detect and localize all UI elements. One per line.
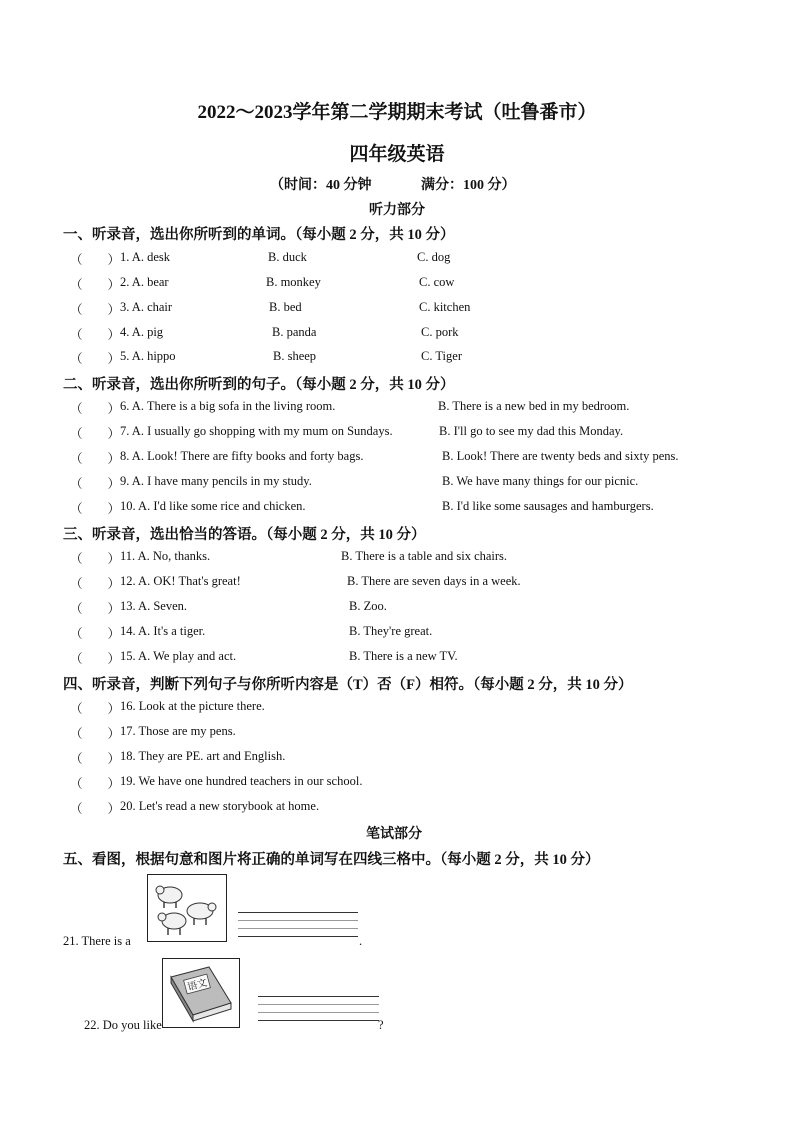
exam-score: 满分：100 分） bbox=[421, 178, 516, 193]
exam-time: （时间：40 分钟 bbox=[270, 178, 372, 193]
book-picture bbox=[162, 958, 240, 1028]
option-a: 1. A. desk bbox=[120, 250, 170, 264]
statement: 16. Look at the picture there. bbox=[120, 699, 265, 713]
section-1-heading: 一、听录音，选出你所听到的单词。（每小题 2 分，共 10 分） bbox=[63, 227, 455, 243]
option-a: 2. A. bear bbox=[120, 275, 169, 289]
option-b: B. We have many things for our picnic. bbox=[442, 474, 639, 488]
question-row bbox=[0, 250, 794, 270]
question-row bbox=[0, 549, 794, 569]
answer-bracket[interactable]: （ ） bbox=[70, 452, 121, 466]
option-a: 15. A. We play and act. bbox=[120, 649, 237, 663]
question-row bbox=[0, 474, 794, 494]
question-row bbox=[0, 649, 794, 669]
option-b: B. duck bbox=[268, 250, 307, 264]
option-a: 4. A. pig bbox=[120, 325, 164, 339]
option-c: C. Tiger bbox=[421, 349, 462, 363]
exam-subtitle: 四年级英语 bbox=[349, 144, 445, 165]
option-b: B. They're great. bbox=[349, 624, 433, 638]
answer-bracket[interactable]: （ ） bbox=[70, 752, 121, 766]
option-b: B. sheep bbox=[273, 349, 317, 363]
question-row bbox=[0, 449, 794, 469]
question-row bbox=[0, 749, 794, 769]
answer-bracket[interactable]: （ ） bbox=[70, 303, 121, 317]
option-c: C. dog bbox=[417, 250, 451, 264]
answer-bracket[interactable]: （ ） bbox=[70, 502, 121, 516]
answer-bracket[interactable]: （ ） bbox=[70, 727, 121, 741]
answer-bracket[interactable]: （ ） bbox=[70, 402, 121, 416]
option-c: C. kitchen bbox=[419, 300, 471, 314]
question-row bbox=[0, 724, 794, 744]
question-22: 22. Do you like bbox=[84, 1018, 162, 1032]
question-row bbox=[0, 774, 794, 794]
section-4-heading: 四、听录音，判断下列句子与你所听内容是（T）否（F）相符。（每小题 2 分，共 10 分） bbox=[63, 677, 633, 693]
answer-bracket[interactable]: （ ） bbox=[70, 702, 121, 716]
book-icon bbox=[163, 959, 239, 1027]
answer-bracket[interactable]: （ ） bbox=[70, 427, 121, 441]
answer-bracket[interactable]: （ ） bbox=[70, 352, 121, 366]
question-row bbox=[0, 424, 794, 444]
question-row bbox=[0, 624, 794, 644]
sheep-icon bbox=[148, 875, 226, 941]
answer-bracket[interactable]: （ ） bbox=[70, 777, 121, 791]
option-a: 8. A. Look! There are fifty books and forty bags. bbox=[120, 449, 364, 463]
question-22-end: ? bbox=[378, 1018, 384, 1032]
section-5-heading: 五、看图，根据句意和图片将正确的单词写在四线三格中。（每小题 2 分，共 10 分） bbox=[63, 852, 600, 868]
option-a: 7. A. I usually go shopping with my mum on Sundays. bbox=[120, 424, 393, 438]
option-a: 6. A. There is a big sofa in the living room. bbox=[120, 399, 336, 413]
question-row bbox=[0, 325, 794, 345]
section-3-heading: 三、听录音，选出恰当的答语。（每小题 2 分，共 10 分） bbox=[63, 527, 426, 543]
question-row bbox=[0, 574, 794, 594]
statement: 17. Those are my pens. bbox=[120, 724, 236, 738]
writing-lines-22[interactable] bbox=[258, 996, 379, 1028]
option-b: B. Look! There are twenty beds and sixty pens. bbox=[442, 449, 679, 463]
question-row bbox=[0, 699, 794, 719]
statement: 20. Let's read a new storybook at home. bbox=[120, 799, 320, 813]
option-b: B. There are seven days in a week. bbox=[347, 574, 521, 588]
question-row bbox=[0, 599, 794, 619]
answer-bracket[interactable]: （ ） bbox=[70, 627, 121, 641]
question-row bbox=[0, 499, 794, 519]
statement: 19. We have one hundred teachers in our school. bbox=[120, 774, 363, 788]
option-a: 11. A. No, thanks. bbox=[120, 549, 211, 563]
option-a: 12. A. OK! That's great! bbox=[120, 574, 241, 588]
answer-bracket[interactable]: （ ） bbox=[70, 552, 121, 566]
question-21: 21. There is a bbox=[63, 934, 131, 948]
answer-bracket[interactable]: （ ） bbox=[70, 652, 121, 666]
option-b: B. Zoo. bbox=[349, 599, 387, 613]
option-b: B. I'll go to see my dad this Monday. bbox=[439, 424, 624, 438]
option-b: B. bed bbox=[269, 300, 302, 314]
option-a: 3. A. chair bbox=[120, 300, 173, 314]
answer-bracket[interactable]: （ ） bbox=[70, 602, 121, 616]
answer-bracket[interactable]: （ ） bbox=[70, 328, 121, 342]
section-2-heading: 二、听录音，选出你所听到的句子。（每小题 2 分，共 10 分） bbox=[63, 377, 455, 393]
option-a: 10. A. I'd like some rice and chicken. bbox=[120, 499, 306, 513]
question-row bbox=[0, 300, 794, 320]
answer-bracket[interactable]: （ ） bbox=[70, 802, 121, 816]
question-row bbox=[0, 799, 794, 819]
sheep-picture bbox=[147, 874, 227, 942]
option-a: 5. A. hippo bbox=[120, 349, 176, 363]
option-b: B. monkey bbox=[266, 275, 321, 289]
option-c: C. cow bbox=[419, 275, 455, 289]
writing-part-heading: 笔试部分 bbox=[366, 827, 422, 842]
option-c: C. pork bbox=[421, 325, 459, 339]
option-b: B. There is a new TV. bbox=[349, 649, 458, 663]
question-row bbox=[0, 399, 794, 419]
answer-bracket[interactable]: （ ） bbox=[70, 278, 121, 292]
option-b: B. panda bbox=[272, 325, 317, 339]
answer-bracket[interactable]: （ ） bbox=[70, 477, 121, 491]
listening-part-heading: 听力部分 bbox=[369, 203, 425, 218]
exam-title: 2022～2023学年第二学期期末考试（吐鲁番市） bbox=[197, 102, 597, 123]
option-a: 9. A. I have many pencils in my study. bbox=[120, 474, 312, 488]
question-row bbox=[0, 275, 794, 295]
question-row bbox=[0, 349, 794, 369]
answer-bracket[interactable]: （ ） bbox=[70, 577, 121, 591]
book-cover-text: 语文 bbox=[186, 977, 209, 994]
writing-lines-21[interactable] bbox=[238, 912, 358, 944]
option-b: B. I'd like some sausages and hamburgers. bbox=[442, 499, 654, 513]
option-b: B. There is a table and six chairs. bbox=[341, 549, 508, 563]
option-b: B. There is a new bed in my bedroom. bbox=[438, 399, 630, 413]
question-21-end: . bbox=[359, 934, 363, 948]
option-a: 13. A. Seven. bbox=[120, 599, 188, 613]
option-a: 14. A. It's a tiger. bbox=[120, 624, 206, 638]
answer-bracket[interactable]: （ ） bbox=[70, 253, 121, 267]
statement: 18. They are PE. art and English. bbox=[120, 749, 286, 763]
